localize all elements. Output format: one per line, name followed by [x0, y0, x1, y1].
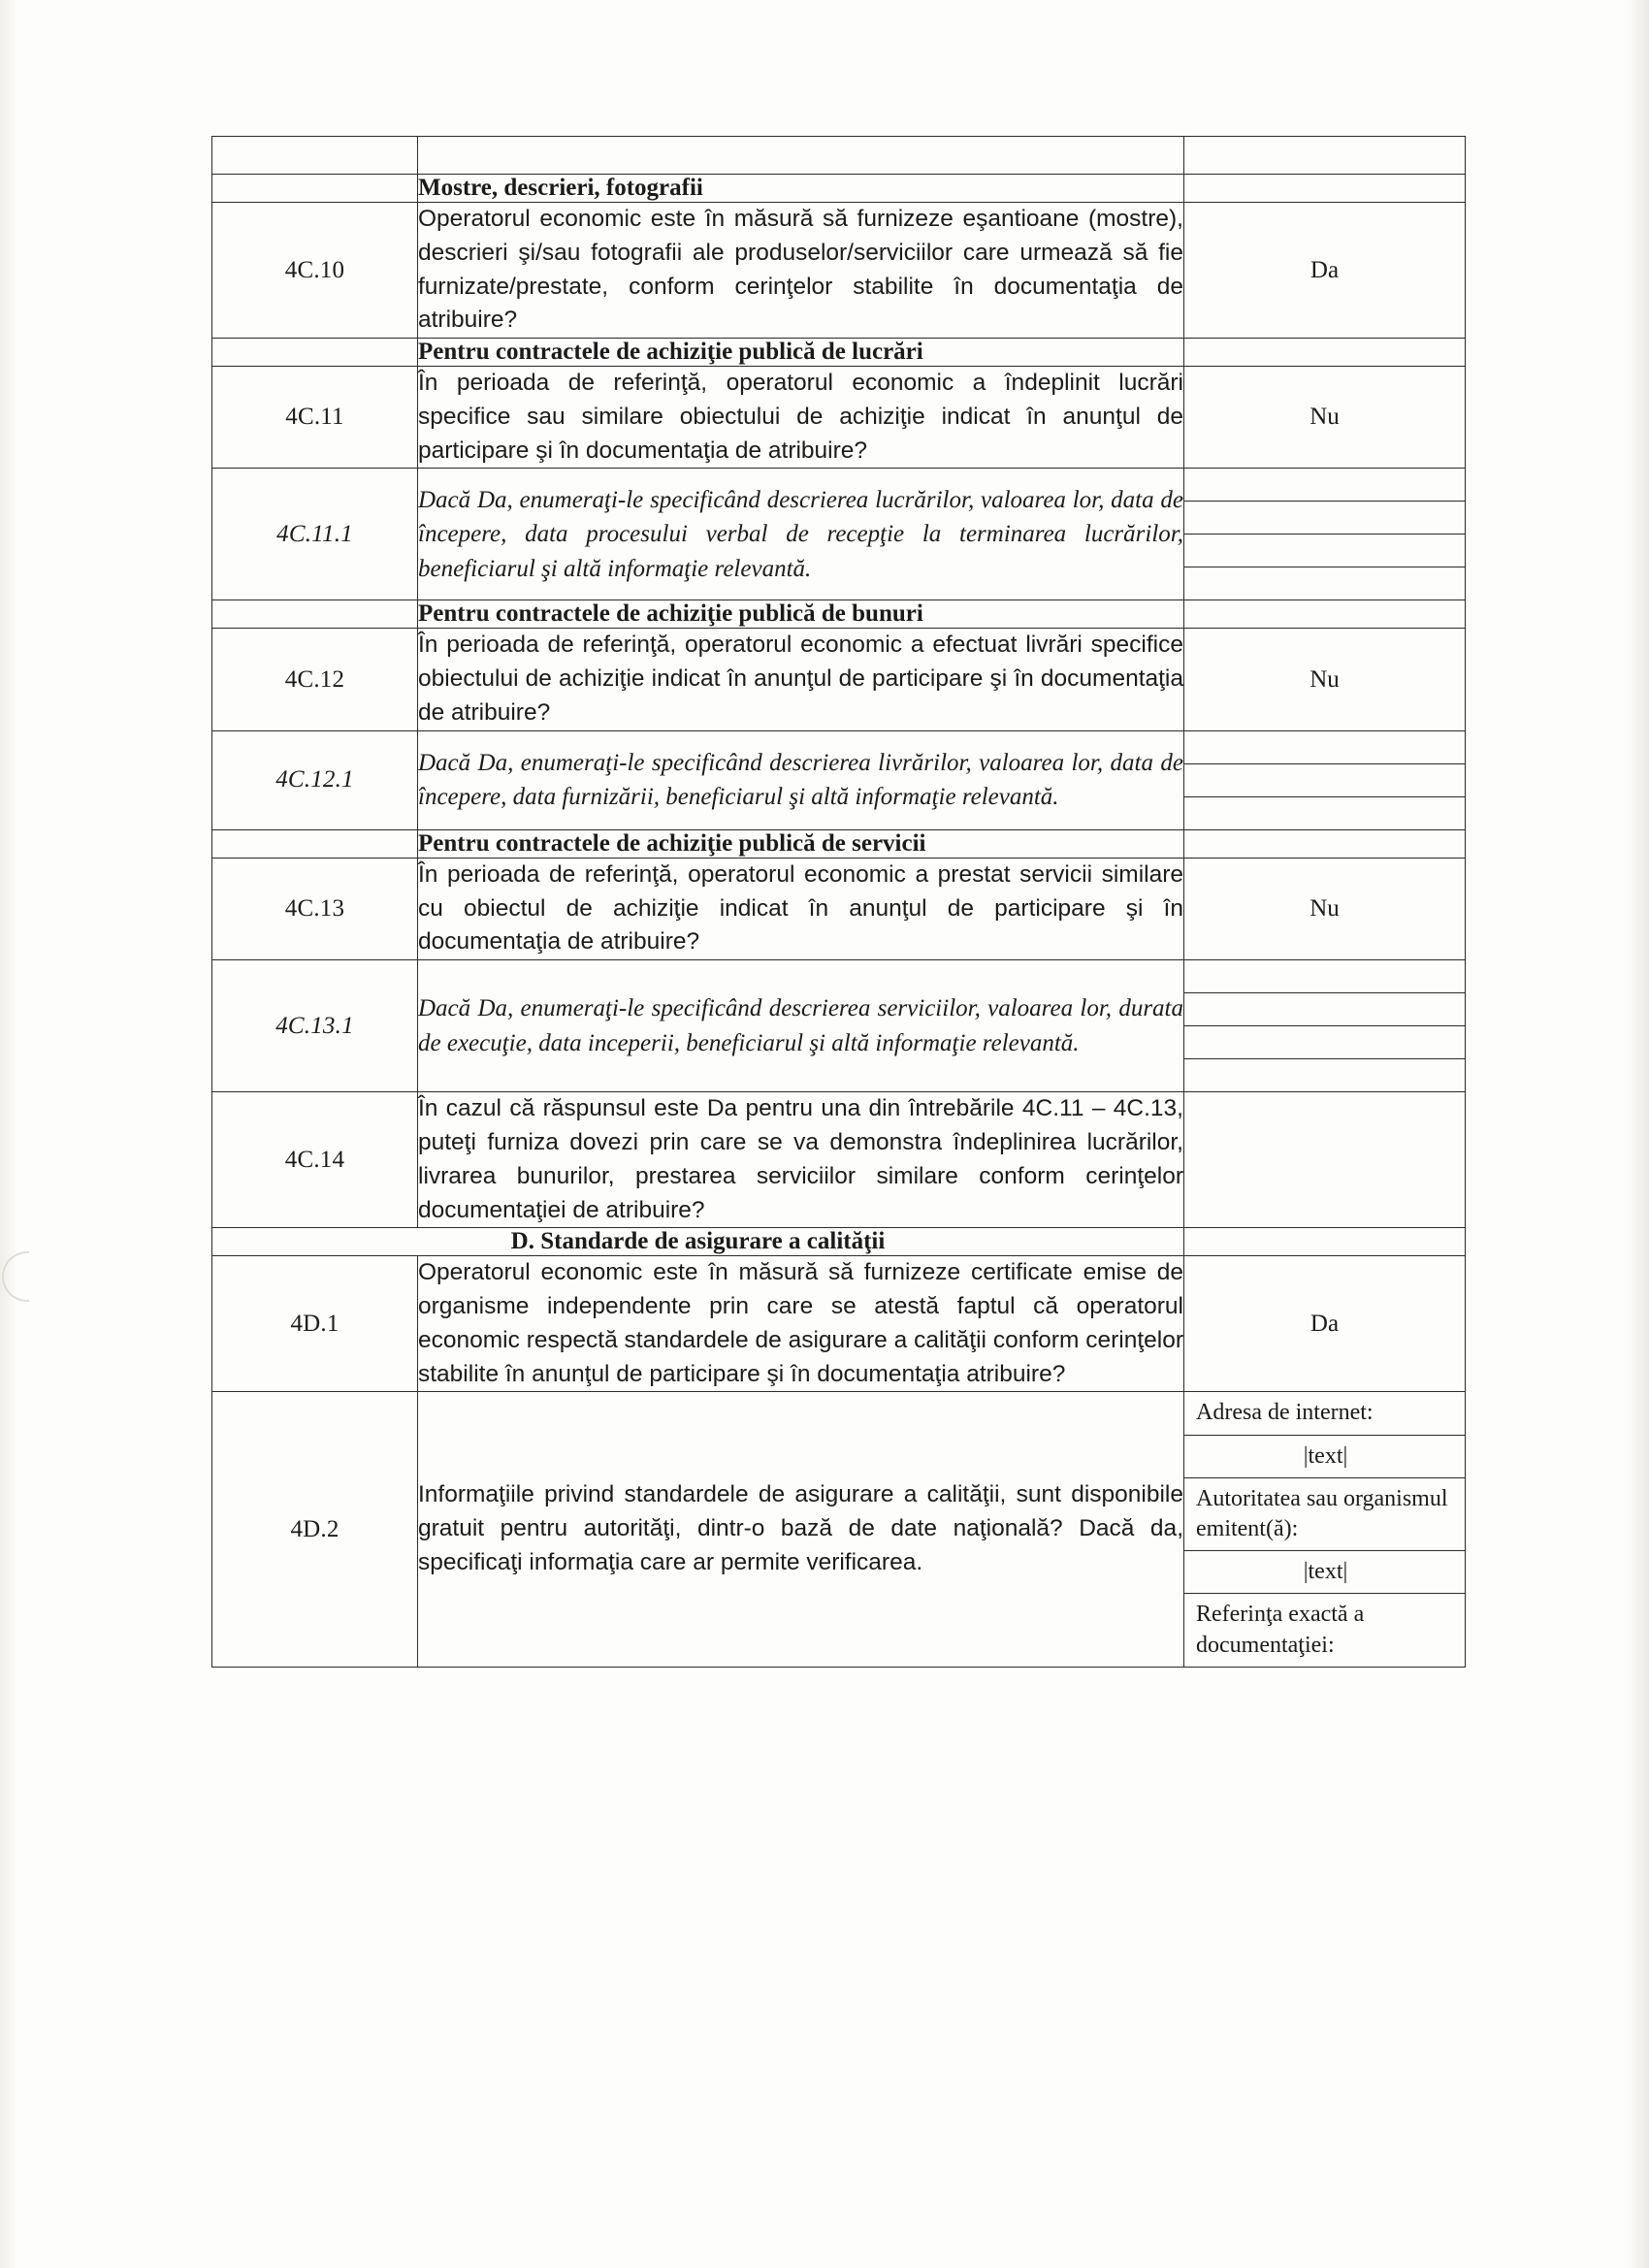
table-row	[212, 175, 1466, 203]
answer-line[interactable]	[1184, 764, 1465, 797]
table-row	[212, 960, 1466, 1092]
answer-label-exact-reference: Referinţa exactă a documentaţiei:	[1196, 1602, 1365, 1658]
cell-text	[418, 137, 1184, 175]
answer-line[interactable]	[1184, 731, 1465, 764]
row-answer-4d2	[1184, 1392, 1466, 1667]
row-code-4c12-1: 4C.12.1	[212, 730, 418, 829]
answer-label-issuing-authority: Autoritatea sau organismul emitent(ă):	[1184, 1478, 1465, 1551]
row-question-4c11: În perioada de referinţă, operatorul economic a îndeplinit lucrări specifice sau similare obiectului de achiziţie indicat în anunţul de participare şi în documentaţia de atribuire?	[418, 367, 1184, 469]
row-code-4c10: 4C.10	[212, 203, 418, 339]
row-question-4d1: Operatorul economic este în măsură să furnizeze certificate emise de organisme independente prin care se atestă faptul că operatorul economic respectă standardele de asigurare a calităţii conform cerinţelor stabilite în anunţul de participare şi în documentaţia atribuire?	[418, 1256, 1184, 1392]
cell-answer	[1184, 175, 1466, 203]
table-row	[212, 858, 1466, 959]
row-answer-4c12[interactable]: Nu	[1184, 629, 1466, 730]
row-question-4c13: În perioada de referinţă, operatorul economic a prestat servicii similare cu obiectul de achiziţie indicat în anunţul de participare şi în documentaţia de atribuire?	[418, 858, 1184, 959]
row-answer-4c14[interactable]	[1184, 1092, 1466, 1228]
row-answer-4c11-1[interactable]	[1184, 469, 1466, 600]
row-question-4c14: În cazul că răspunsul este Da pentru una din întrebările 4C.11 – 4C.13, puteţi furniza dovezi prin care se va demonstra îndeplinirea lucrărilor, livrarea bunurilor, prestarea serviciilor similare conform cerinţelor documentaţiei de atribuire?	[418, 1092, 1184, 1228]
table-row	[212, 1256, 1466, 1392]
cell-code	[212, 829, 418, 858]
scan-edge-left	[0, 0, 17, 2268]
section-header-servicii: Pentru contractele de achiziţie publică de servicii	[418, 829, 1184, 858]
table-row	[212, 829, 1466, 858]
row-answer-4d1[interactable]: Da	[1184, 1256, 1466, 1392]
answer-line[interactable]	[1184, 993, 1465, 1026]
row-question-4c13-1: Dacă Da, enumeraţi-le specificând descrierea serviciilor, valoarea lor, durata de execuţie, data inceperii, beneficiarul şi altă informaţie relevantă.	[418, 960, 1184, 1092]
scan-edge-right	[1624, 0, 1649, 2268]
row-code-4d1: 4D.1	[212, 1256, 418, 1392]
answer-value-issuing-authority[interactable]: |text|	[1184, 1551, 1465, 1594]
answer-line[interactable]	[1184, 502, 1465, 535]
section-header-standarde: D. Standarde de asigurare a calităţii	[212, 1228, 1184, 1256]
row-code-4c12: 4C.12	[212, 629, 418, 730]
row-code-4c13-1: 4C.13.1	[212, 960, 418, 1092]
cell-answer	[1184, 600, 1466, 629]
row-code-4c11: 4C.11	[212, 367, 418, 469]
answer-value-internet-address[interactable]: |text|	[1184, 1436, 1465, 1478]
answer-label-internet-address: Adresa de internet:	[1184, 1392, 1465, 1435]
table-row	[212, 203, 1466, 339]
table-row	[212, 629, 1466, 730]
table-row	[212, 600, 1466, 629]
table-row	[212, 339, 1466, 367]
section-header-bunuri: Pentru contractele de achiziţie publică de bunuri	[418, 600, 1184, 629]
row-code-4c13: 4C.13	[212, 858, 418, 959]
cell-code	[212, 339, 418, 367]
table-row	[212, 137, 1466, 175]
row-code-4c11-1: 4C.11.1	[212, 469, 418, 600]
answer-line[interactable]	[1184, 535, 1465, 567]
answer-line[interactable]	[1184, 797, 1465, 829]
row-question-4c12-1: Dacă Da, enumeraţi-le specificând descrierea livrărilor, valoarea lor, data de începere, data furnizării, beneficiarul şi altă informaţie relevantă.	[418, 730, 1184, 829]
table-row	[212, 1092, 1466, 1228]
row-answer-4c10[interactable]: Da	[1184, 203, 1466, 339]
cell-answer	[1184, 829, 1466, 858]
table-row	[212, 469, 1466, 600]
row-code-4d2: 4D.2	[212, 1392, 418, 1667]
row-question-4d2: Informaţiile privind standardele de asigurare a calităţii, sunt disponibile gratuit pentru autorităţi, dintr-o bază de date naţională? Dacă da, specificaţi informaţia care ar permite verificarea.	[418, 1392, 1184, 1667]
section-header-lucrari: Pentru contractele de achiziţie publică de lucrări	[418, 339, 1184, 367]
answer-line[interactable]	[1184, 1026, 1465, 1059]
section-header-mostre: Mostre, descrieri, fotografii	[418, 175, 1184, 203]
table-row	[212, 1392, 1466, 1667]
table-row	[212, 367, 1466, 469]
answer-line[interactable]	[1184, 567, 1465, 599]
row-question-4c12: În perioada de referinţă, operatorul economic a efectuat livrări specifice obiectului de achiziţie indicat în anunţul de participare şi în documentaţia de atribuire?	[418, 629, 1184, 730]
row-question-4c11-1: Dacă Da, enumeraţi-le specificând descrierea lucrărilor, valoarea lor, data de începere, data procesului verbal de recepţie la terminarea lucrărilor, beneficiarul şi altă informaţie relevantă.	[418, 469, 1184, 600]
cell-code	[212, 137, 418, 175]
cell-code	[212, 175, 418, 203]
answer-line[interactable]	[1184, 960, 1465, 993]
cell-answer	[1184, 137, 1466, 175]
answer-line[interactable]	[1184, 469, 1465, 502]
cell-answer	[1184, 1228, 1466, 1256]
row-answer-4c13[interactable]: Nu	[1184, 858, 1466, 959]
dueae-form-table	[211, 136, 1466, 1668]
cell-code	[212, 600, 418, 629]
cell-answer	[1184, 339, 1466, 367]
row-question-4c10: Operatorul economic este în măsură să furnizeze eşantioane (mostre), descrieri şi/sau fotografii ale produselor/serviciilor care urmează să fie furnizate/prestate, conform cerinţelor stabilite în documentaţia de atribuire?	[418, 203, 1184, 339]
row-code-4c14: 4C.14	[212, 1092, 418, 1228]
answer-line[interactable]	[1184, 1059, 1465, 1091]
table-row	[212, 730, 1466, 829]
row-answer-4c11[interactable]: Nu	[1184, 367, 1466, 469]
row-answer-4c13-1[interactable]	[1184, 960, 1466, 1092]
row-answer-4c12-1[interactable]	[1184, 730, 1466, 829]
table-row	[212, 1228, 1466, 1256]
